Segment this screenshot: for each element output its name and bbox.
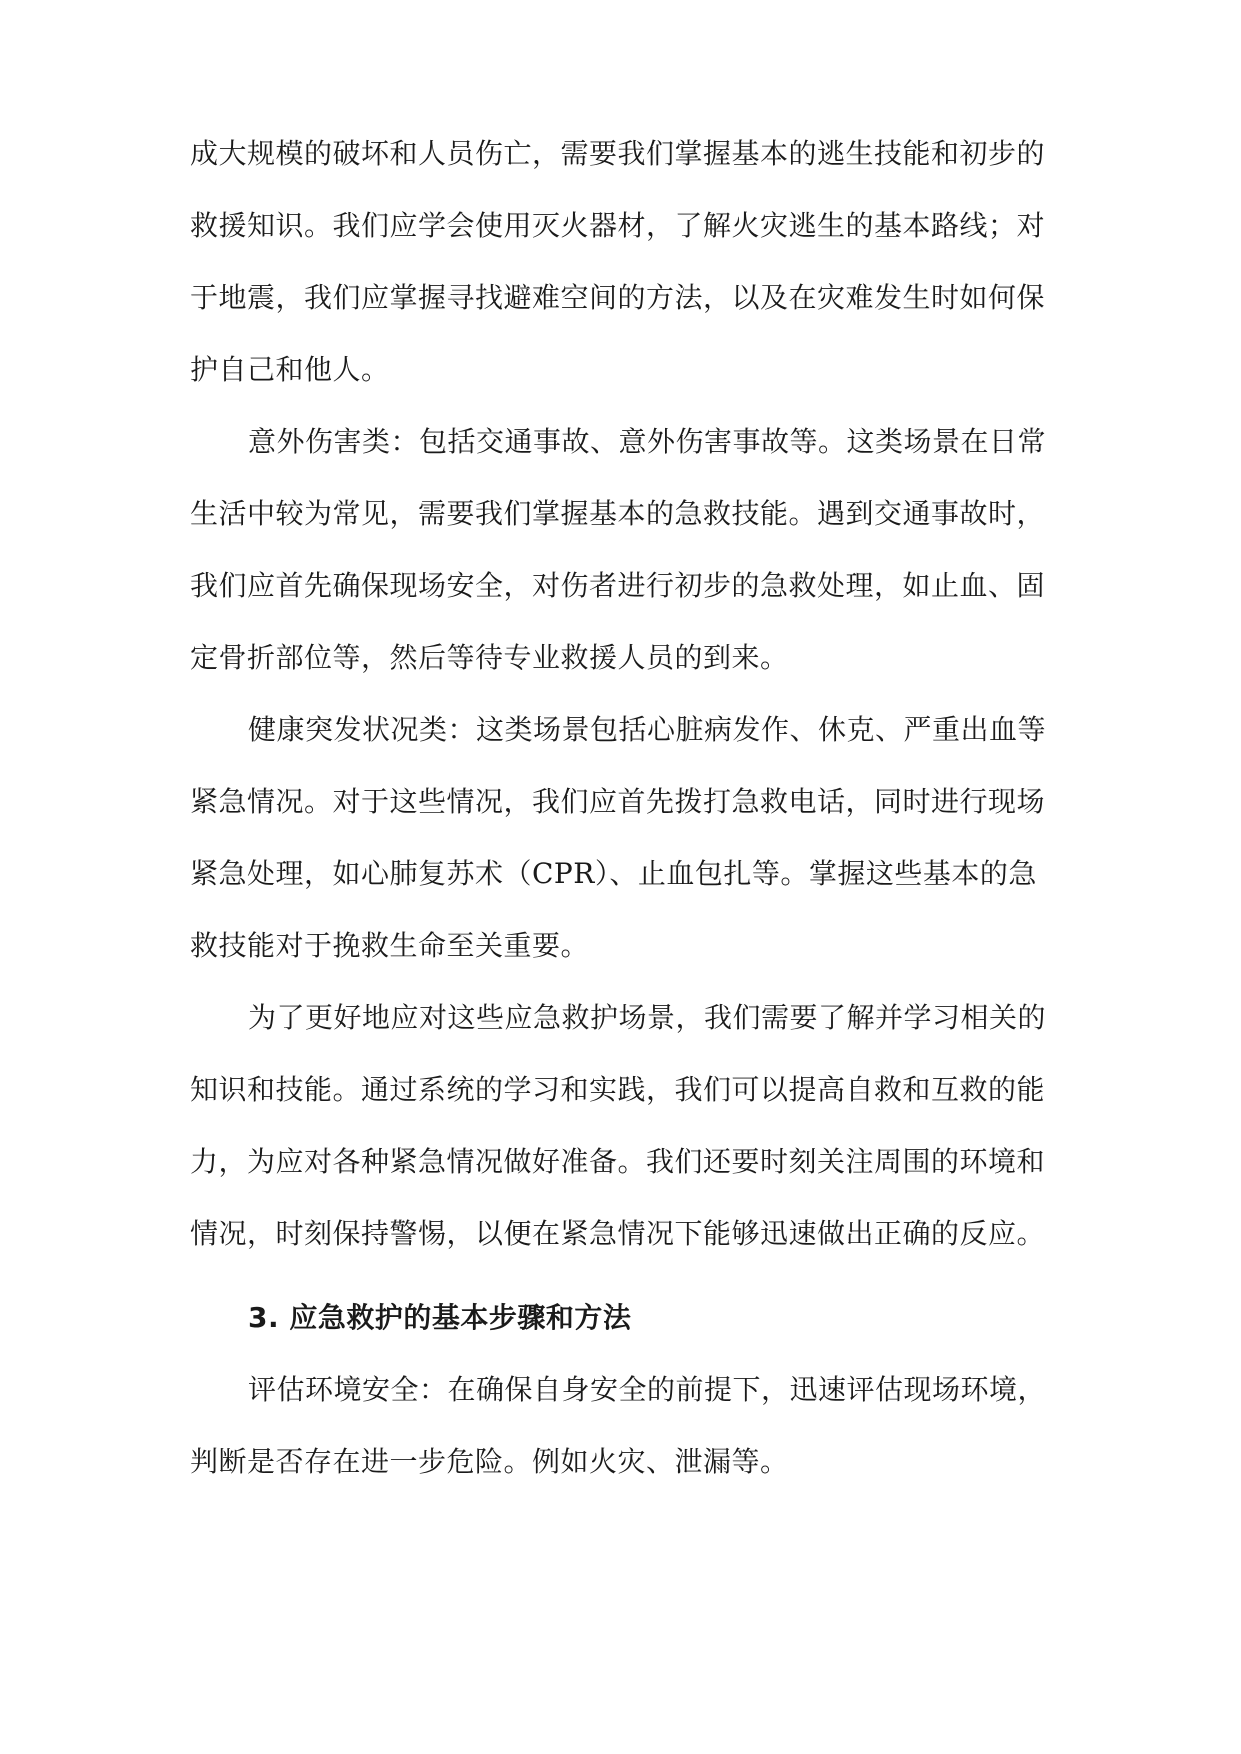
- paragraph-line: 紧急情况。对于这些情况，我们应首先拨打急救电话，同时进行现场: [190, 785, 1046, 818]
- paragraph-line: 紧急处理，如心肺复苏术（CPR）、止血包扎等。掌握这些基本的急: [190, 857, 1037, 890]
- paragraph-line: 定骨折部位等，然后等待专业救援人员的到来。: [190, 641, 789, 674]
- paragraph-line: 护自己和他人。: [190, 353, 390, 386]
- paragraph-line: 意外伤害类：包括交通事故、意外伤害事故等。这类场景在日常: [248, 425, 1047, 458]
- paragraph-line: 为了更好地应对这些应急救护场景，我们需要了解并学习相关的: [248, 1001, 1047, 1034]
- paragraph-line: 生活中较为常见，需要我们掌握基本的急救技能。遇到交通事故时，: [190, 497, 1046, 530]
- paragraph-line: 评估环境安全：在确保自身安全的前提下，迅速评估现场环境，: [248, 1373, 1047, 1406]
- paragraph-line: 成大规模的破坏和人员伤亡，需要我们掌握基本的逃生技能和初步的: [190, 137, 1046, 170]
- section-heading: 3. 应急救护的基本步骤和方法: [248, 1301, 632, 1334]
- paragraph-line: 健康突发状况类：这类场景包括心脏病发作、休克、严重出血等: [248, 713, 1047, 746]
- paragraph-line: 情况，时刻保持警惕，以便在紧急情况下能够迅速做出正确的反应。: [190, 1217, 1046, 1250]
- paragraph-line: 知识和技能。通过系统的学习和实践，我们可以提高自救和互救的能: [190, 1073, 1046, 1106]
- paragraph-line: 于地震，我们应掌握寻找避难空间的方法，以及在灾难发生时如何保: [190, 281, 1046, 314]
- paragraph-line: 我们应首先确保现场安全，对伤者进行初步的急救处理，如止血、固: [190, 569, 1046, 602]
- paragraph-line: 救技能对于挽救生命至关重要。: [190, 929, 590, 962]
- paragraph-line: 判断是否存在进一步危险。例如火灾、泄漏等。: [190, 1445, 789, 1478]
- paragraph-line: 救援知识。我们应学会使用灭火器材，了解火灾逃生的基本路线；对: [190, 209, 1046, 242]
- paragraph-line: 力，为应对各种紧急情况做好准备。我们还要时刻关注周围的环境和: [190, 1145, 1046, 1178]
